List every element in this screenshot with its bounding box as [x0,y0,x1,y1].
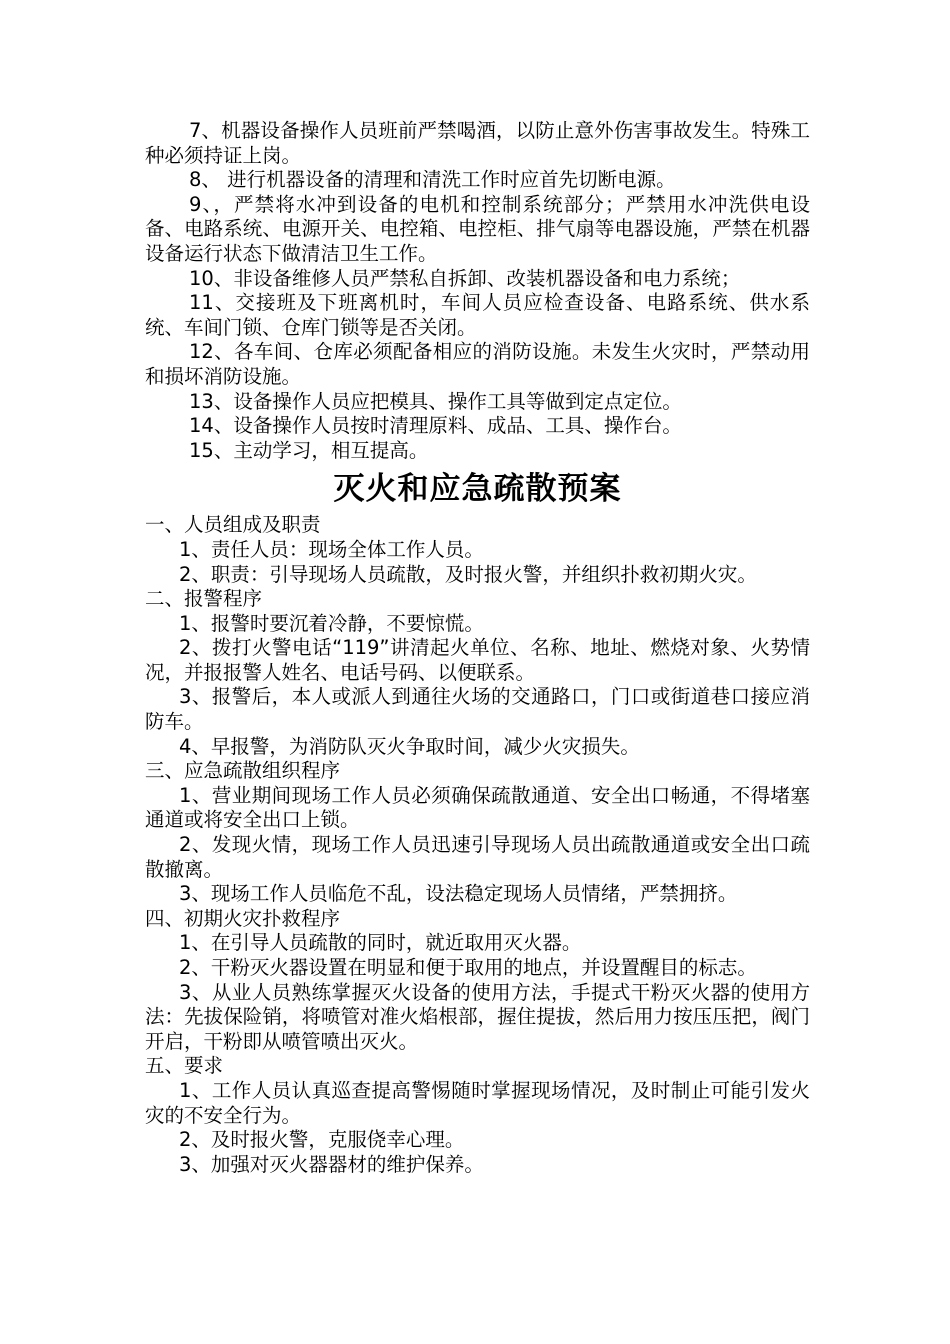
section-item: 4、早报警，为消防队灭火争取时间，减少火灾损失。 [179,734,640,758]
section-item: 2、拨打火警电话“119”讲清起火单位、名称、地址、燃烧对象、火势情况，并报报警人姓名、电话号码、以便联系。 [145,636,810,684]
rule-14: 14、设备操作人员按时清理原料、成品、工具、操作台。 [189,414,682,438]
section-heading: 四、初期火灾扑救程序 [145,906,341,930]
section-requirements [145,1054,810,1177]
section-heading: 二、报警程序 [145,587,263,611]
rule-10: 10、非设备维修人员严禁私自拆卸、改装机器设备和电力系统； [189,266,741,290]
section-heading: 三、应急疏散组织程序 [145,759,341,783]
rule-11: 11、交接班及下班离机时，车间人员应检查设备、电路系统、供水系统、车间门锁、仓库门锁等是否关闭。 [145,291,810,339]
section-item: 1、报警时要沉着冷静，不要惊慌。 [179,611,484,635]
section-item: 3、从业人员熟练掌握灭火设备的使用方法，手提式干粉灭火器的使用方法：先拔保险销，将喷管对准火焰根部，握住提拔，然后用力按压压把，阀门开启，干粉即从喷管喷出灭火。 [145,980,810,1053]
section-evacuation [145,759,810,907]
section-alarm [145,587,810,759]
rule-8: 8、 进行机器设备的清理和清洗工作时应首先切断电源。 [189,168,676,192]
document-page [145,119,810,1177]
rules-list [145,119,810,463]
section-item: 2、职责：引导现场人员疏散，及时报火警，并组织扑救初期火灾。 [179,562,757,586]
rule-12: 12、各车间、仓库必须配备相应的消防设施。未发生火灾时，严禁动用和损坏消防设施。 [145,340,810,388]
rule-13: 13、设备操作人员应把模具、操作工具等做到定点定位。 [189,389,682,413]
section-item: 2、干粉灭火器设置在明显和便于取用的地点，并设置醒目的标志。 [179,956,757,979]
section-firefighting [145,907,810,1055]
section-item: 1、在引导人员疏散的同时，就近取用灭火器。 [179,931,582,955]
section-item: 1、责任人员：现场全体工作人员。 [179,537,484,561]
plan-title: 灭火和应急疏散预案 [333,471,622,508]
section-item: 2、发现火情，现场工作人员迅速引导现场人员出疏散通道或安全出口疏散撤离。 [145,833,810,881]
section-item: 1、营业期间现场工作人员必须确保疏散通道、安全出口畅通，不得堵塞通道或将安全出口上锁。 [145,783,810,832]
section-personnel [145,513,810,587]
section-item: 3、加强对灭火器器材的维护保养。 [179,1152,484,1176]
section-item: 2、及时报火警，克服侥幸心理。 [179,1128,465,1152]
section-heading: 五、要求 [145,1054,224,1078]
rule-9: 9、，严禁将水冲到设备的电机和控制系统部分；严禁用水冲洗供电设备、电路系统、电源开关、电控箱、电控柜、排气扇等电器设施，严禁在机器设备运行状态下做清洁卫生工作。 [145,192,810,265]
section-item: 1、工作人员认真巡查提高警惕随时掌握现场情况，及时制止可能引发火灾的不安全行为。 [145,1078,810,1127]
section-heading: 一、人员组成及职责 [145,513,321,537]
section-item: 3、现场工作人员临危不乱，设法稳定现场人员情绪，严禁拥挤。 [179,882,738,906]
rule-15: 15、主动学习，相互提高。 [189,438,429,462]
section-item: 3、报警后，本人或派人到通往火场的交通路口，门口或街道巷口接应消防车。 [145,685,810,734]
rule-7: 7、机器设备操作人员班前严禁喝酒，以防止意外伤害事故发生。特殊工种必须持证上岗。 [145,119,810,167]
